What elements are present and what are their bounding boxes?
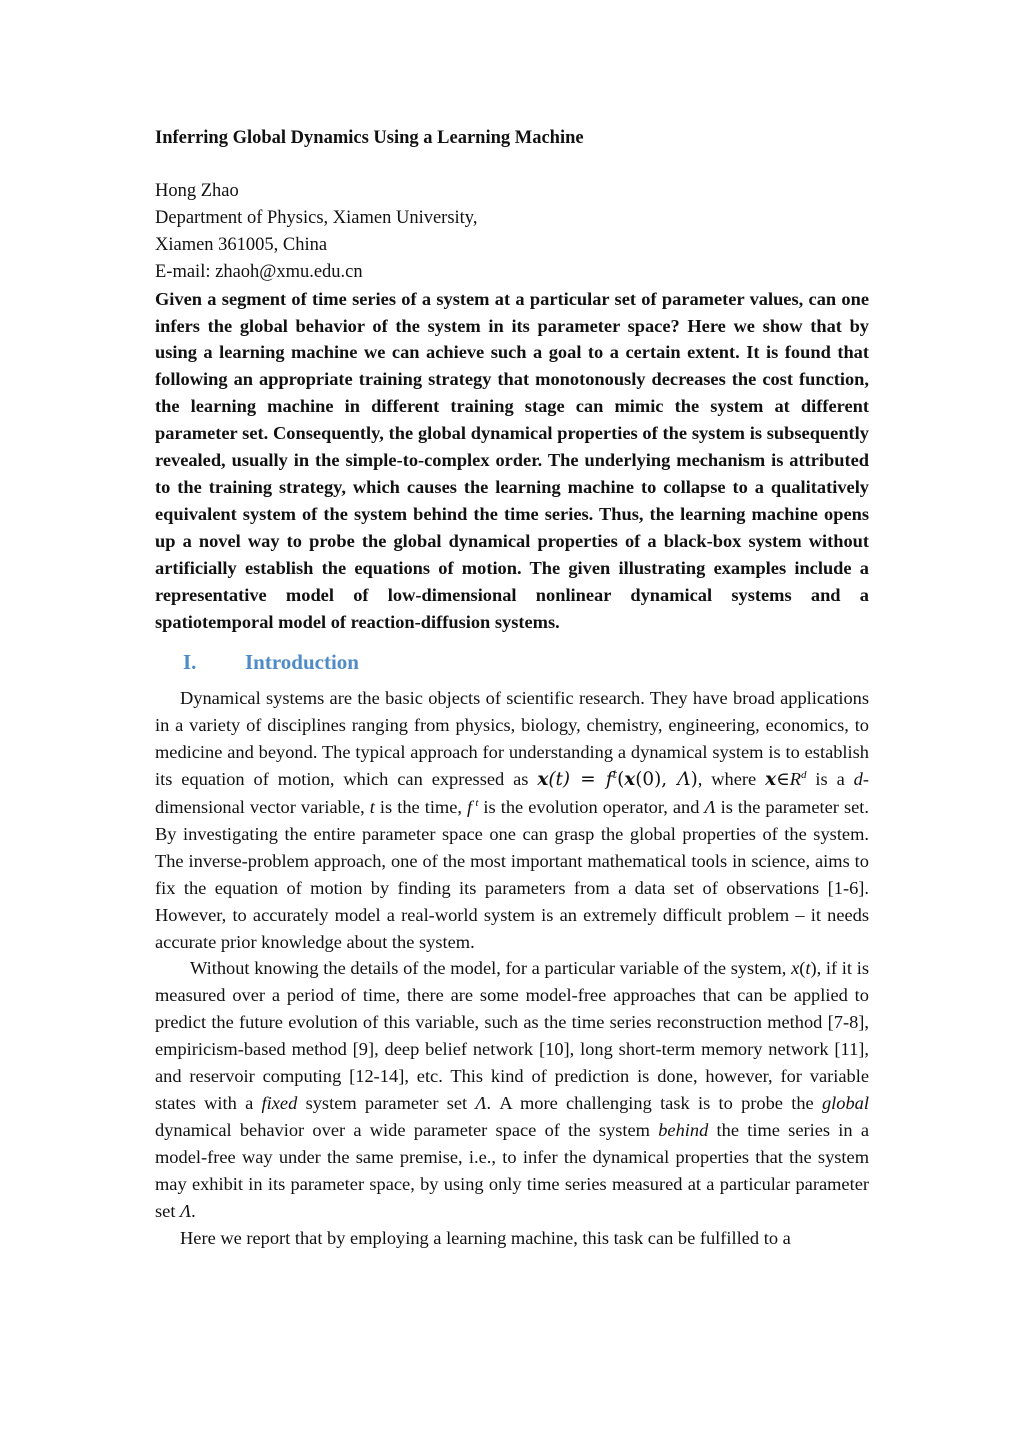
p2-text-4: . A more challenging task is to probe the — [486, 1093, 822, 1113]
dimension-sup-d: d — [800, 769, 807, 781]
lambda-2: Λ — [180, 1200, 192, 1221]
section-number: I. — [183, 650, 197, 675]
word-fixed: fixed — [261, 1093, 298, 1113]
eq-x0: x — [624, 769, 636, 791]
xt-t: t — [805, 958, 811, 979]
p2-text-5: dynamical behavior over a wide parameter space of the system — [155, 1119, 659, 1140]
eq-t: (t) — [548, 769, 571, 791]
d-variable: d — [853, 769, 863, 790]
element-of-symbol: ∈ — [776, 769, 790, 790]
p1-text-2: , where — [697, 769, 766, 790]
author-block — [155, 178, 869, 286]
word-behind: behind — [658, 1119, 709, 1140]
p3-text-1: Here we report that by employing a learning machine, this task can be fulfilled to a — [180, 1227, 791, 1248]
where-x: x — [765, 769, 777, 791]
p1-text-6: is the evolution operator, and — [478, 797, 705, 818]
author-name: Hong Zhao — [155, 181, 239, 201]
intro-paragraph-2 — [155, 955, 869, 1224]
eq-open-paren: ( — [617, 769, 625, 791]
f-sup-t: t — [472, 796, 479, 809]
eq-lambda: Λ — [677, 769, 691, 791]
eq-f: f — [605, 769, 613, 791]
p1-text-3: is a — [806, 769, 854, 790]
paper-title: Inferring Global Dynamics Using a Learning Machine — [155, 128, 584, 148]
intro-paragraph-1 — [155, 685, 869, 955]
author-email: E-mail: zhaoh@xmu.edu.cn — [155, 261, 363, 282]
p2-text-2: , if it is measured over a period of time, there are some model-free approaches that can be applied to predict the future evolution of this variable, such as the time series reconstruction method [7-8], empiricism-based method [9], deep belief network [10], long short-term memory network [11], and reservoir computing [12-14], etc. This kind of prediction is done, however, for variable states with a — [155, 958, 869, 1113]
eq-x: x — [537, 769, 549, 791]
xt-close-paren: ) — [810, 958, 817, 979]
author-department: Department of Physics, Xiamen University, — [155, 207, 478, 228]
lambda-1: Λ — [475, 1093, 487, 1113]
eq-zero: (0), — [635, 769, 678, 791]
p1-text-7: is the parameter set. By investigating the entire parameter space one can grasp the global properties of the system. The inverse-problem approach, one of the most important mathematical tools in science, aims to fix the equation of motion by finding its parameters from a data set of observations [1-6]. However, to accurately model a real-world system is an extremely difficult problem – it needs accurate prior knowledge about the system. — [155, 797, 869, 952]
p2-text-6: the time series in a model-free way under the same premise, i.e., to infer the dynamical properties that the system may exhibit in its parameter space, by using only time series measured at a particular parameter set — [155, 1119, 870, 1221]
t-variable: t — [369, 797, 375, 818]
eq-equals: = — [570, 769, 606, 791]
xt-open-paren: ( — [799, 958, 806, 979]
paper-content — [155, 125, 869, 1251]
word-global: global — [821, 1093, 869, 1113]
p1-text-1: Dynamical systems are the basic objects of scientific research. They have broad applications in a variety of disciplines ranging from physics, biology, chemistry, engineering, economics, to medicine and beyond. The typical approach for understanding a dynamical system is to establish its equation of motion, which can expressed as — [155, 688, 869, 790]
eq-close-paren: ) — [690, 769, 698, 791]
real-space-R: R — [789, 769, 801, 790]
f-variable: f — [467, 797, 473, 818]
p1-text-5: is the time, — [374, 797, 468, 818]
lambda-variable: Λ — [704, 797, 716, 818]
p2-text-1: Without knowing the details of the model, for a particular variable of the system, — [190, 958, 792, 979]
eq-sup-t: t — [612, 768, 618, 781]
p2-text-3: system parameter set — [297, 1093, 476, 1113]
section-title: Introduction — [245, 650, 359, 675]
p2-text-7: . — [191, 1200, 196, 1221]
section-heading — [155, 647, 869, 677]
xt-x: x — [791, 958, 800, 979]
intro-paragraph-3 — [155, 1225, 869, 1252]
p1-text-4: -dimensional vector variable, — [155, 769, 869, 818]
author-address: Xiamen 361005, China — [155, 234, 328, 255]
eq-t-wrap — [548, 769, 570, 790]
abstract: Given a segment of time series of a system at a particular set of parameter values, can one infers the global behavior of the system in its parameter space? Here we show that by using a learning machine we can achieve such a goal to a certain extent. It is found that following an appropriate training strategy that monotonously decreases the cost function, the learning machine in different training stage can mimic the system at different parameter set. Consequently, the global dynamical properties of the system is subsequently revealed, usually in the simple-to-complex order. The underlying mechanism is attributed to the training strategy, which causes the learning machine to collapse to a qualitatively equivalent system of the system behind the time series. Thus, the learning machine opens up a novel way to probe the global dynamical properties of a black-box system without artificially establish the equations of motion. The given illustrating examples include a representative model of low-dimensional nonlinear dynamical systems and a spatiotemporal model of reaction-diffusion systems. — [155, 288, 869, 632]
